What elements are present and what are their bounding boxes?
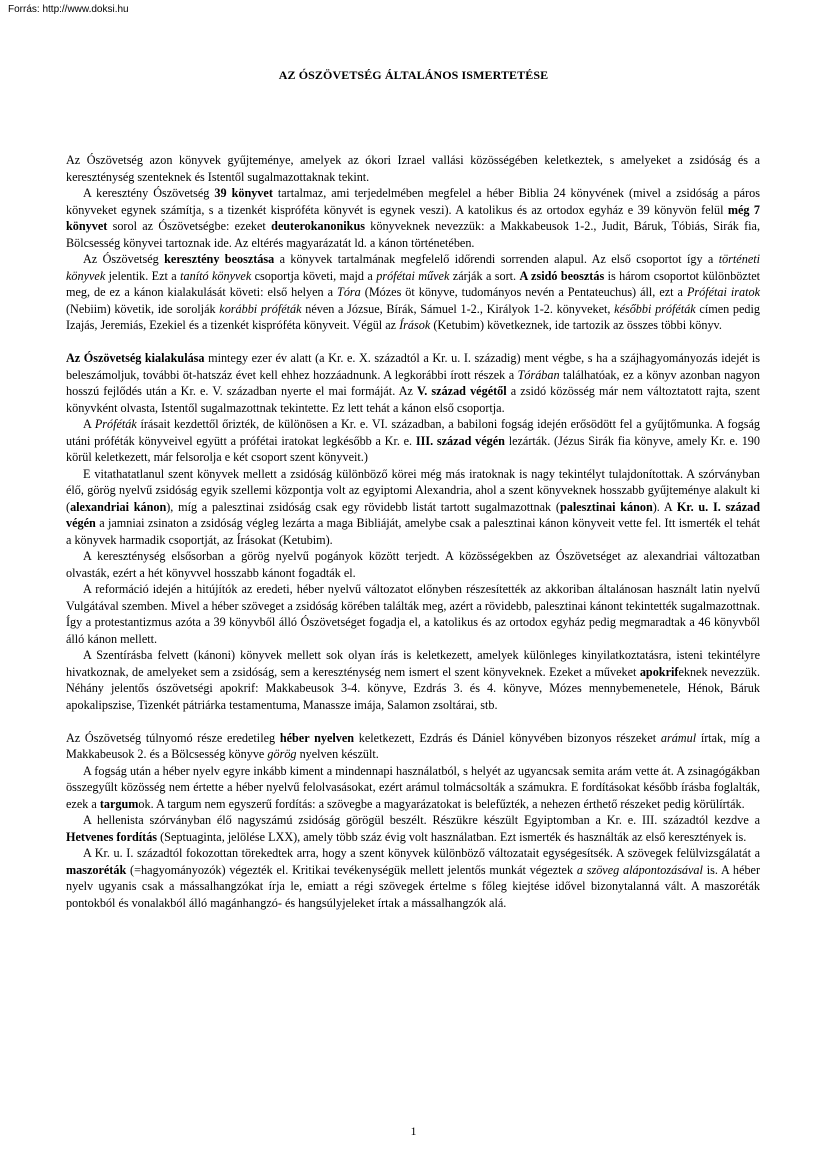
text-run: keletkezett, Ezdrás és Dániel könyvében bizonyos részeket <box>354 730 661 745</box>
text-run: nyelven készült. <box>296 747 379 761</box>
text-run: is három csoportot különböztet meg, de ez a kánon kialakulását követi: első helyen a <box>66 268 760 299</box>
italic-term: prófétai művek <box>376 268 450 283</box>
italic-term: tanító könyvek <box>180 268 252 283</box>
italic-term: Tóra <box>337 285 361 299</box>
bold-term: V. század végétől <box>417 384 507 398</box>
text-run: A fogság után a héber nyelv egyre inkább kiment a mindennapi használatból, s helyét az ugyancsak semita arám vette át. A zsinagógákban összegyűlt közösség nem értette a héber nyelvű felolvasásokat, ezért arámul tolmácsolták a számukra. E fordításokat később írásba foglalták, ezek a <box>66 763 760 811</box>
text-run: A keresztény Ószövetség <box>83 186 215 200</box>
italic-term: Írások <box>399 318 431 332</box>
text-run: tartalmaz, ami terjedelmében megfelel a héber Biblia 24 könyvének (mivel a zsidóság a páros könyveket egynek számítja, s a tizenkét kispróféta könyvét is egynek veszi). A katolikus és az ortodox egyház e 39 könyvön felül <box>66 186 760 217</box>
text-run: lezárták. (Jézus Sirák fia könyve, amely Kr. e. 190 körül keletkezett, már felsorolja e két csoport szent könyveit.) <box>66 433 760 464</box>
bold-term: Az Ószövetség kialakulása <box>66 351 205 365</box>
text-run: Az Ószövetség azon könyvek gyűjteménye, amelyek az ókori Izrael vallási közösségében keletkeztek, s amelyeket a zsidóság és a kereszténység szenteknek és Istentől sugalmazottaknak tekint. <box>66 153 760 184</box>
bold-term: maszoréták <box>66 862 127 877</box>
text-run: könyveknek nevezzük: a Makkabeusok 1-2., Judit, Báruk, Tóbiás, Sirák fia, Bölcsesség könyvei tartoznak ide. Az eltérés magyarázatát ld. a kánon történetében. <box>66 219 760 250</box>
text-run: A reformáció idején a hitújítók az eredeti, héber nyelvű változatot előnyben részesítették az akkoriban általánosan használt latin nyelvű Vulgátával szemben. Mivel a héber szöveget a zsidóság körében találták meg, azért a rövidebb, palesztinai kánont tekintették sugalmazottnak. Így a protestantizmus azóta a 39 könyvből álló Ószövetséget fogadja el, a katolikus és az ortodox egyház pedig megmaradtak a 46 könyvből álló kánon mellett. <box>66 582 760 646</box>
text-run: mintegy ezer év alatt (a Kr. e. X. századtól a Kr. u. I. századig) ment végbe, s ha a szájhagyományozás idejét is beleszámoljuk, további öt-hatszáz évet kell ehhez hozzáadnunk. A legkorábbi írott részek a <box>66 351 760 382</box>
paragraph <box>66 763 760 813</box>
text-run: A hellenista szórványban élő nagyszámú zsidóság görögül beszélt. Részükre készült Egyiptomban a Kr. e. III. századtól kezdve a <box>83 813 760 827</box>
paragraph <box>66 152 760 185</box>
bold-term: apokrif <box>639 664 679 679</box>
bold-term: alexandriai kánon <box>70 499 167 514</box>
document-body <box>66 152 760 911</box>
text-run: is. A héber nyelv ugyanis csak a mássalhangzókat írja le, emiatt a régi szövegek értelme s főleg kiejtése idővel bizonytalanná vált. A maszoréták pontokból és vonalakból álló magánhangzó- és hangsúlyjeleket írtak a mássalhangzók alá. <box>66 862 761 910</box>
paragraph <box>66 251 760 334</box>
paragraph <box>66 730 760 763</box>
text-run: találhatóak, ez a könyv azonban nagyon hosszú fejlődés után a Kr. e. V. században nyerte el mai formáját. Az <box>66 367 760 398</box>
bold-term: keresztény beosztása <box>164 252 275 266</box>
text-run: a jamniai zsinaton a zsidóság végleg lezárta a maga Bibliáját, amelybe csak a palesztinai kánon könyveit vette fel. Itt ismerték el tehát a könyvek harmadik csoportját, az Írásokat (Ketubim). <box>66 516 760 547</box>
paragraph <box>66 647 760 713</box>
paragraph <box>66 845 760 911</box>
italic-term: Próféták <box>94 417 137 431</box>
text-run: (Ketubim) következnek, ide tartozik az összes többi könyv. <box>430 318 722 332</box>
paragraph <box>66 466 760 549</box>
bold-term: Hetvenes fordítás <box>66 829 158 844</box>
paragraph <box>66 185 760 251</box>
bold-term: 39 könyvet <box>214 186 273 200</box>
italic-term: későbbi próféták <box>614 301 696 316</box>
italic-term: Tórában <box>517 367 560 382</box>
text-run: jelentik. Ezt a <box>105 268 181 283</box>
text-run: Az Ószövetség <box>83 252 165 266</box>
text-run: E vitathatatlanul szent könyvek mellett a zsidóság különböző körei még más iratoknak is nagy tekintélyt tulajdonítottak. A szórványban élő, görög nyelvű zsidóság egyik szellemi központja volt az egyiptomi Alexandria, ahol a szent könyveknek hosszabb gyűjteménye alakult ki ( <box>66 466 760 514</box>
text-run: a könyvek tartalmának megfelelő időrendi sorrenden alapul. Az első csoportot így a <box>274 252 719 266</box>
paragraph <box>66 581 760 647</box>
text-run: sorol az Ószövetségbe: ezeket <box>107 219 272 233</box>
bold-term: héber nyelven <box>279 730 355 745</box>
text-run: eknek nevezzük. Néhány jelentős ószövetségi apokrif: Makkabeusok 3-4. könyve, Ezdrás 3. és 4. könyve, Mózes mennybemenetele, Hénok, Báruk apokalipszise, Tizenkét pátriárka testamentuma, Manassze imája, Salamon zsoltárai, stb. <box>66 664 760 712</box>
text-run: írtak, míg a Makkabeusok 2. és a Bölcsesség könyve <box>66 730 761 761</box>
text-run: (=hagyományozók) végezték el. Kritikai tevékenységük mellett jelentős munkát végeztek <box>126 862 577 877</box>
italic-term: Prófétai iratok <box>686 285 760 299</box>
text-run: (Septuaginta, jelölése LXX), amely több száz évig volt használatban. Ezt ismerték és használták az első keresztények is. <box>157 829 747 844</box>
bold-term: III. század végén <box>415 433 505 448</box>
text-run: címen pedig Izajás, Jeremiás, Ezekiel és a tizenkét kispróféta könyveit. Végül az <box>66 301 760 332</box>
text-run: (Nebiim) követik, ide sorolják <box>66 301 220 316</box>
paragraph <box>66 548 760 581</box>
page-number: 1 <box>410 1124 417 1138</box>
page-title: AZ ÓSZÖVETSÉG ÁLTALÁNOS ISMERTETÉSE <box>278 68 549 82</box>
text-run: néven a Józsue, Bírák, Sámuel 1-2., Királyok 1-2. könyveket, <box>301 301 615 316</box>
italic-term: görög <box>267 747 297 761</box>
text-run: A <box>83 417 95 431</box>
bold-term: targum <box>99 796 139 811</box>
text-run: ), míg a palesztinai zsidóság csak egy rövidebb listát tartott sugalmazottnak ( <box>166 499 560 514</box>
section-gap <box>66 334 760 351</box>
text-run: zárják a sort. <box>449 268 520 283</box>
bold-term: palesztinai kánon <box>559 499 653 514</box>
text-run: csoportja követi, majd a <box>251 268 377 283</box>
text-run: A Szentírásba felvett (kánoni) könyvek mellett sok olyan írás is keletkezett, amelyek különleges kinyilatkoztatásra, isteni tekintélyre hivatkoznak, de amelyeket sem a zsidóság, sem a kereszténység nem ismert el szent könyveknek. Ezeket a műveket <box>66 648 760 679</box>
italic-term: a szöveg alápontozásával <box>576 862 703 877</box>
text-run: írásait kezdettől őrizték, de különösen a Kr. e. VI. században, a babiloni fogság idején erősödött fel a gyűjtőmunka. A fogság utáni próféták könyveivel együtt a prófétai iratokat legkésőbb a Kr. e. <box>66 417 760 448</box>
section-gap <box>66 713 760 730</box>
text-run: ok. A targum nem egyszerű fordítás: a szövegbe a magyarázatokat is belefűzték, a nehezen érthető részeket pedig körülírták. <box>138 796 745 811</box>
bold-term: A zsidó beosztás <box>519 268 605 283</box>
bold-term: Kr. u. I. század végén <box>66 499 761 530</box>
text-run: A Kr. u. I. századtól fokozottan törekedtek arra, hogy a szent könyvek különböző változatait egységesítsék. A szövegek felülvizsgálatát a <box>83 846 760 860</box>
paragraph <box>66 416 760 466</box>
paragraph <box>66 812 760 845</box>
bold-term: még 7 könyvet <box>66 202 761 233</box>
text-run: A kereszténység elsősorban a görög nyelvű pogányok között terjedt. A közösségekben az Ószövetséget az alexandriai változatban olvasták, ezért a hét könyvvel hosszabb kánont fogadták el. <box>66 549 760 580</box>
text-run: Az Ószövetség túlnyomó része eredetileg <box>66 730 280 745</box>
italic-term: korábbi próféták <box>219 301 302 316</box>
italic-term: történeti könyvek <box>66 252 760 283</box>
text-run: a zsidó közösség már nem változtatott rajta, szent könyvként olvasta, Istentől sugalmazottnak tekintette. Ez lett tehát a kánon első csoportja. <box>66 384 760 415</box>
paragraph <box>66 350 760 416</box>
text-run: ). A <box>652 499 677 514</box>
italic-term: arámul <box>660 730 697 745</box>
source-header: Forrás: http://www.doksi.hu <box>8 4 129 15</box>
text-run: (Mózes öt könyve, tudományos nevén a Pentateuchus) áll, ezt a <box>360 285 687 299</box>
bold-term: deuterokanonikus <box>271 219 365 233</box>
